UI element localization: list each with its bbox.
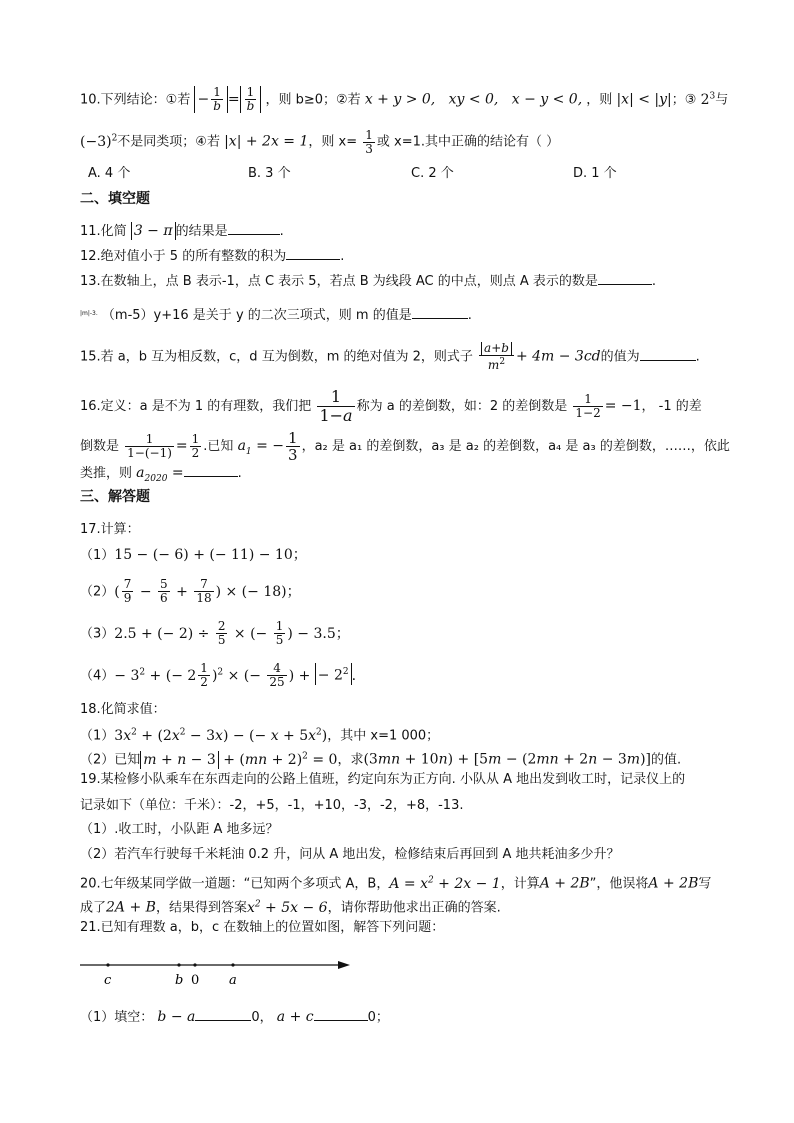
q15-expr: + 4m − 3cd <box>515 348 601 365</box>
q17-expr-2: ( $\frac{7}{9}$ − $\frac{5}{6}$ + $\frac{7}{18}$ ) × (− 18)； <box>114 577 301 605</box>
q20-line1 <box>80 870 711 895</box>
q18-text-2c: 的值. <box>651 752 682 768</box>
q21-fill-label: （1）填空： <box>80 1010 154 1025</box>
q17-label-4: （4） <box>80 668 115 684</box>
q17-expr-4: − $3^2$ + (− 2 $\frac{1}{2}$ )$^2$ × (− $\frac{4}{25}$ ) + − $2^2$ . <box>114 661 357 690</box>
q17-item3 <box>80 620 350 647</box>
q16-a1: $a_1$ = − <box>237 438 285 457</box>
q16-text-7: 类推，则 <box>80 466 133 481</box>
q10-line2 <box>80 128 559 156</box>
q21-end: 0； <box>367 1010 389 1025</box>
q21-blank-2[interactable] <box>314 1006 368 1021</box>
q17-label-2: （2） <box>80 584 115 600</box>
q18-item1 <box>80 722 439 747</box>
q16-frac-half: $\frac{1}{2}$ <box>191 432 200 460</box>
q10-text-7: ，则 x= <box>308 134 358 150</box>
q18-text-1b: ，其中 x=1 000； <box>327 728 440 744</box>
q12-answer-blank[interactable] <box>286 245 340 260</box>
q11: 11.化简 3 − π 的结果是 . <box>80 220 284 242</box>
q16-text-4: 倒数是 <box>80 439 120 454</box>
q16-text-2: 称为 a 的差倒数，如：2 的差倒数是 <box>356 399 568 414</box>
q17-item4 <box>80 662 356 689</box>
q17-label-3: （3） <box>80 626 115 642</box>
q18-item2 <box>80 746 681 771</box>
q21-blank-1[interactable] <box>195 1006 251 1021</box>
q16-text-6: ，a₂ 是 a₁ 的差倒数，a₃ 是 a₂ 的差倒数，a₄ 是 a₃ 的差倒数，……，依此 <box>301 439 730 454</box>
q20-A2B-2: A + 2B <box>648 875 699 892</box>
q18-label-2: （2）已知 <box>80 752 141 768</box>
q14: $^{|m|-3.}$ （m-5）y+16 是关于 y 的二次三项式，则 m 的值是 . <box>80 304 472 326</box>
q16-frac-def: $\frac{1}{1-a}$ <box>319 387 353 425</box>
q12: 12.绝对值小于 5 的所有整数的积为 . <box>80 245 344 267</box>
q19-line3: （1）.收工时，小队距 A 地多远？ <box>80 822 279 837</box>
q16-line3: 类推，则 $a_{2020}$ = . <box>80 462 242 489</box>
q17-expr-1: 15 − (− 6) + (− 11) − 10； <box>114 547 307 563</box>
q20-text-7: ，请你帮助他求出正确的答案. <box>327 900 501 916</box>
q11-text-2: 的结果是 <box>175 224 228 239</box>
q20-2AB: 2A + B <box>106 899 156 916</box>
q10-text-2: ，则 b≥0；②若 <box>265 92 361 108</box>
q18-expr-2: (3mn + 10n) + [5m − (2mn + 2n − 3m)] <box>363 751 652 768</box>
q16-eq1: = −1 <box>604 398 642 414</box>
q18-text-2b: ，求 <box>337 752 364 768</box>
q20-text-1: 20.七年级某同学做一道题：“已知两个多项式 A，B， <box>80 876 390 892</box>
point-a-label: a <box>229 973 237 988</box>
q16-frac-third: $\frac{1}{3}$ <box>288 429 298 464</box>
q17-label-1: （1） <box>80 548 115 563</box>
q19-line2: 记录如下（单位：千米）：-2，+5，-1，+10，-3，-2，+8，-13. <box>80 798 464 813</box>
q18-title: 18.化简求值： <box>80 702 166 717</box>
q10-abs-compare: |x| < |y| <box>616 91 672 108</box>
q15-text-2: 的值为 <box>600 349 640 365</box>
point-b-label: b <box>175 973 184 988</box>
q11-abs: 3 − π <box>131 222 176 240</box>
q20-A2B: A + 2B <box>539 875 590 892</box>
q16-a2020: $a_{2020}$ = <box>136 465 184 484</box>
q20-A-def: $A = x^2 + 2x - 1$ <box>389 875 501 892</box>
q15-text-1: 15.若 a，b 互为相反数，c，d 互为倒数，m 的绝对值为 2，则式子 <box>80 349 473 365</box>
point-a-mark <box>231 963 234 966</box>
q10-text-4: ；③ <box>671 92 697 108</box>
q15-answer-blank[interactable] <box>640 346 696 361</box>
q10-frac-1b: $\frac{1}{b}$ <box>213 85 221 114</box>
q14-small: |m|-3. <box>80 310 98 317</box>
q11-answer-blank[interactable] <box>228 220 280 235</box>
q10-power-2: $(-3)^2$ <box>80 133 118 150</box>
point-zero-label: 0 <box>191 973 200 988</box>
q10-text-3: ，则 <box>586 92 613 108</box>
q20-text-6: ，结果得到答案 <box>155 900 247 916</box>
q10-frac-1b-2: $\frac{1}{b}$ <box>246 85 255 114</box>
q16-frac-ex1: $\frac{1}{1-2}$ <box>575 392 601 420</box>
q17-expr-3: 2.5 + (− 2) ÷ $\frac{2}{5}$ × (− $\frac{1}{5}$ ) − 3.5； <box>114 619 350 647</box>
q13-answer-blank[interactable] <box>598 270 652 285</box>
q21-fill <box>80 1006 389 1028</box>
q18-expr-1: $3x^2 + (2x^2 - 3x)$ − (− $x + 5x^2$) <box>114 727 328 744</box>
q20-text-5: 成了 <box>80 900 107 916</box>
q16-eq2: = <box>175 438 188 454</box>
number-line <box>80 952 360 992</box>
q21-expr-2: a + c <box>276 1009 314 1025</box>
section-fill-title: 二、填空题 <box>80 191 150 207</box>
q15-frac: $\frac{a+b}{m^2}$ <box>479 342 514 372</box>
q10-option-d[interactable]: D. 1 个 <box>573 166 617 181</box>
q17-title: 17.计算： <box>80 522 140 537</box>
q17-item2 <box>80 578 301 605</box>
q15: 15.若 a，b 互为相反数，c，d 互为倒数，m 的绝对值为 2，则式子 $\frac{a+b}{m^2}$ + 4m − 3cd的值为 . <box>80 341 700 372</box>
q16-line2 <box>80 430 730 463</box>
q10-eq: = <box>227 91 240 108</box>
q16-text-1: 16.定义：a 是不为 1 的有理数，我们把 <box>80 399 312 414</box>
q17-item1 <box>80 545 307 566</box>
q10-option-b[interactable]: B. 3 个 <box>248 166 291 181</box>
q21-sep: 0， <box>251 1010 273 1025</box>
q16-text-3: ， -1 的差 <box>641 399 702 414</box>
q20-line2 <box>80 894 501 919</box>
q14-answer-blank[interactable] <box>412 304 468 319</box>
q20-text-3: ”，他误将 <box>589 876 649 892</box>
point-c-mark <box>106 963 109 966</box>
q11-text-1: 11.化简 <box>80 224 127 239</box>
number-line-arrow <box>338 961 350 969</box>
q13: 13.在数轴上，点 B 表示-1，点 C 表示 5，若点 B 为线段 AC 的中点，则点 A 表示的数是 . <box>80 270 656 292</box>
q10-frac-1-3: $\frac{1}{3}$ <box>365 127 373 156</box>
q10-text-5: 与 <box>715 92 729 108</box>
q19-line1: 19.某检修小队乘车在东西走向的公路上值班，约定向东为正方向. 小队从 A 地出发到收工时，记录仪上的 <box>80 772 686 787</box>
q10-cond: x + y > 0, xy < 0, x − y < 0, <box>364 91 583 108</box>
q18-cond: m + n − 3 + (mn + 2)$^2$ = 0 <box>140 752 337 768</box>
section-solve-title: 三、解答题 <box>80 489 150 505</box>
q20-text-4: 写 <box>698 876 712 892</box>
q14-text: （m-5）y+16 是关于 y 的二次三项式，则 m 的值是 <box>101 308 412 323</box>
q10-text-8: 或 x=1.其中正确的结论有（ ） <box>376 134 560 150</box>
q10-text-6: 不是同类项；④若 <box>117 134 220 150</box>
q10-abs-expr-2 <box>240 86 262 113</box>
q10-eq-4: |x| + 2x = 1 <box>224 133 309 150</box>
q20-answer: $x^2 + 5x - 6$ <box>246 899 328 916</box>
q20-text-2: ，计算 <box>500 876 540 892</box>
q21-text: 21.已知有理数 a，b，c 在数轴上的位置如图，解答下列问题： <box>80 920 445 935</box>
q18-label-1: （1） <box>80 728 115 744</box>
q10-option-c[interactable]: C. 2 个 <box>411 166 454 181</box>
point-b-mark <box>177 963 180 966</box>
q13-text: 13.在数轴上，点 B 表示-1，点 C 表示 5，若点 B 为线段 AC 的中点，则点 A 表示的数是 <box>80 274 598 289</box>
q10-text-1: 10.下列结论：①若 <box>80 92 191 108</box>
q16-line1 <box>80 388 702 425</box>
q16-answer-blank[interactable] <box>184 462 238 477</box>
q10-power-1: $2^3$ <box>700 91 716 108</box>
q19-line4: （2）若汽车行驶每千米耗油 0.2 升，问从 A 地出发，检修结束后再回到 A 地共耗油多少升？ <box>80 847 620 862</box>
point-c-label: c <box>104 973 112 988</box>
q10-abs-expr: − $\frac{1}{b}$ <box>194 86 227 113</box>
q10-option-a[interactable]: A. 4 个 <box>88 166 131 181</box>
q16-text-5: .已知 <box>203 439 234 454</box>
q12-text: 12.绝对值小于 5 的所有整数的积为 <box>80 249 287 264</box>
point-zero-mark <box>193 963 196 966</box>
q21-expr-1: b − a <box>157 1009 196 1025</box>
q16-frac-ex2: $\frac{1}{1-(-1)}$ <box>127 432 172 460</box>
q10-line1 <box>80 86 728 113</box>
